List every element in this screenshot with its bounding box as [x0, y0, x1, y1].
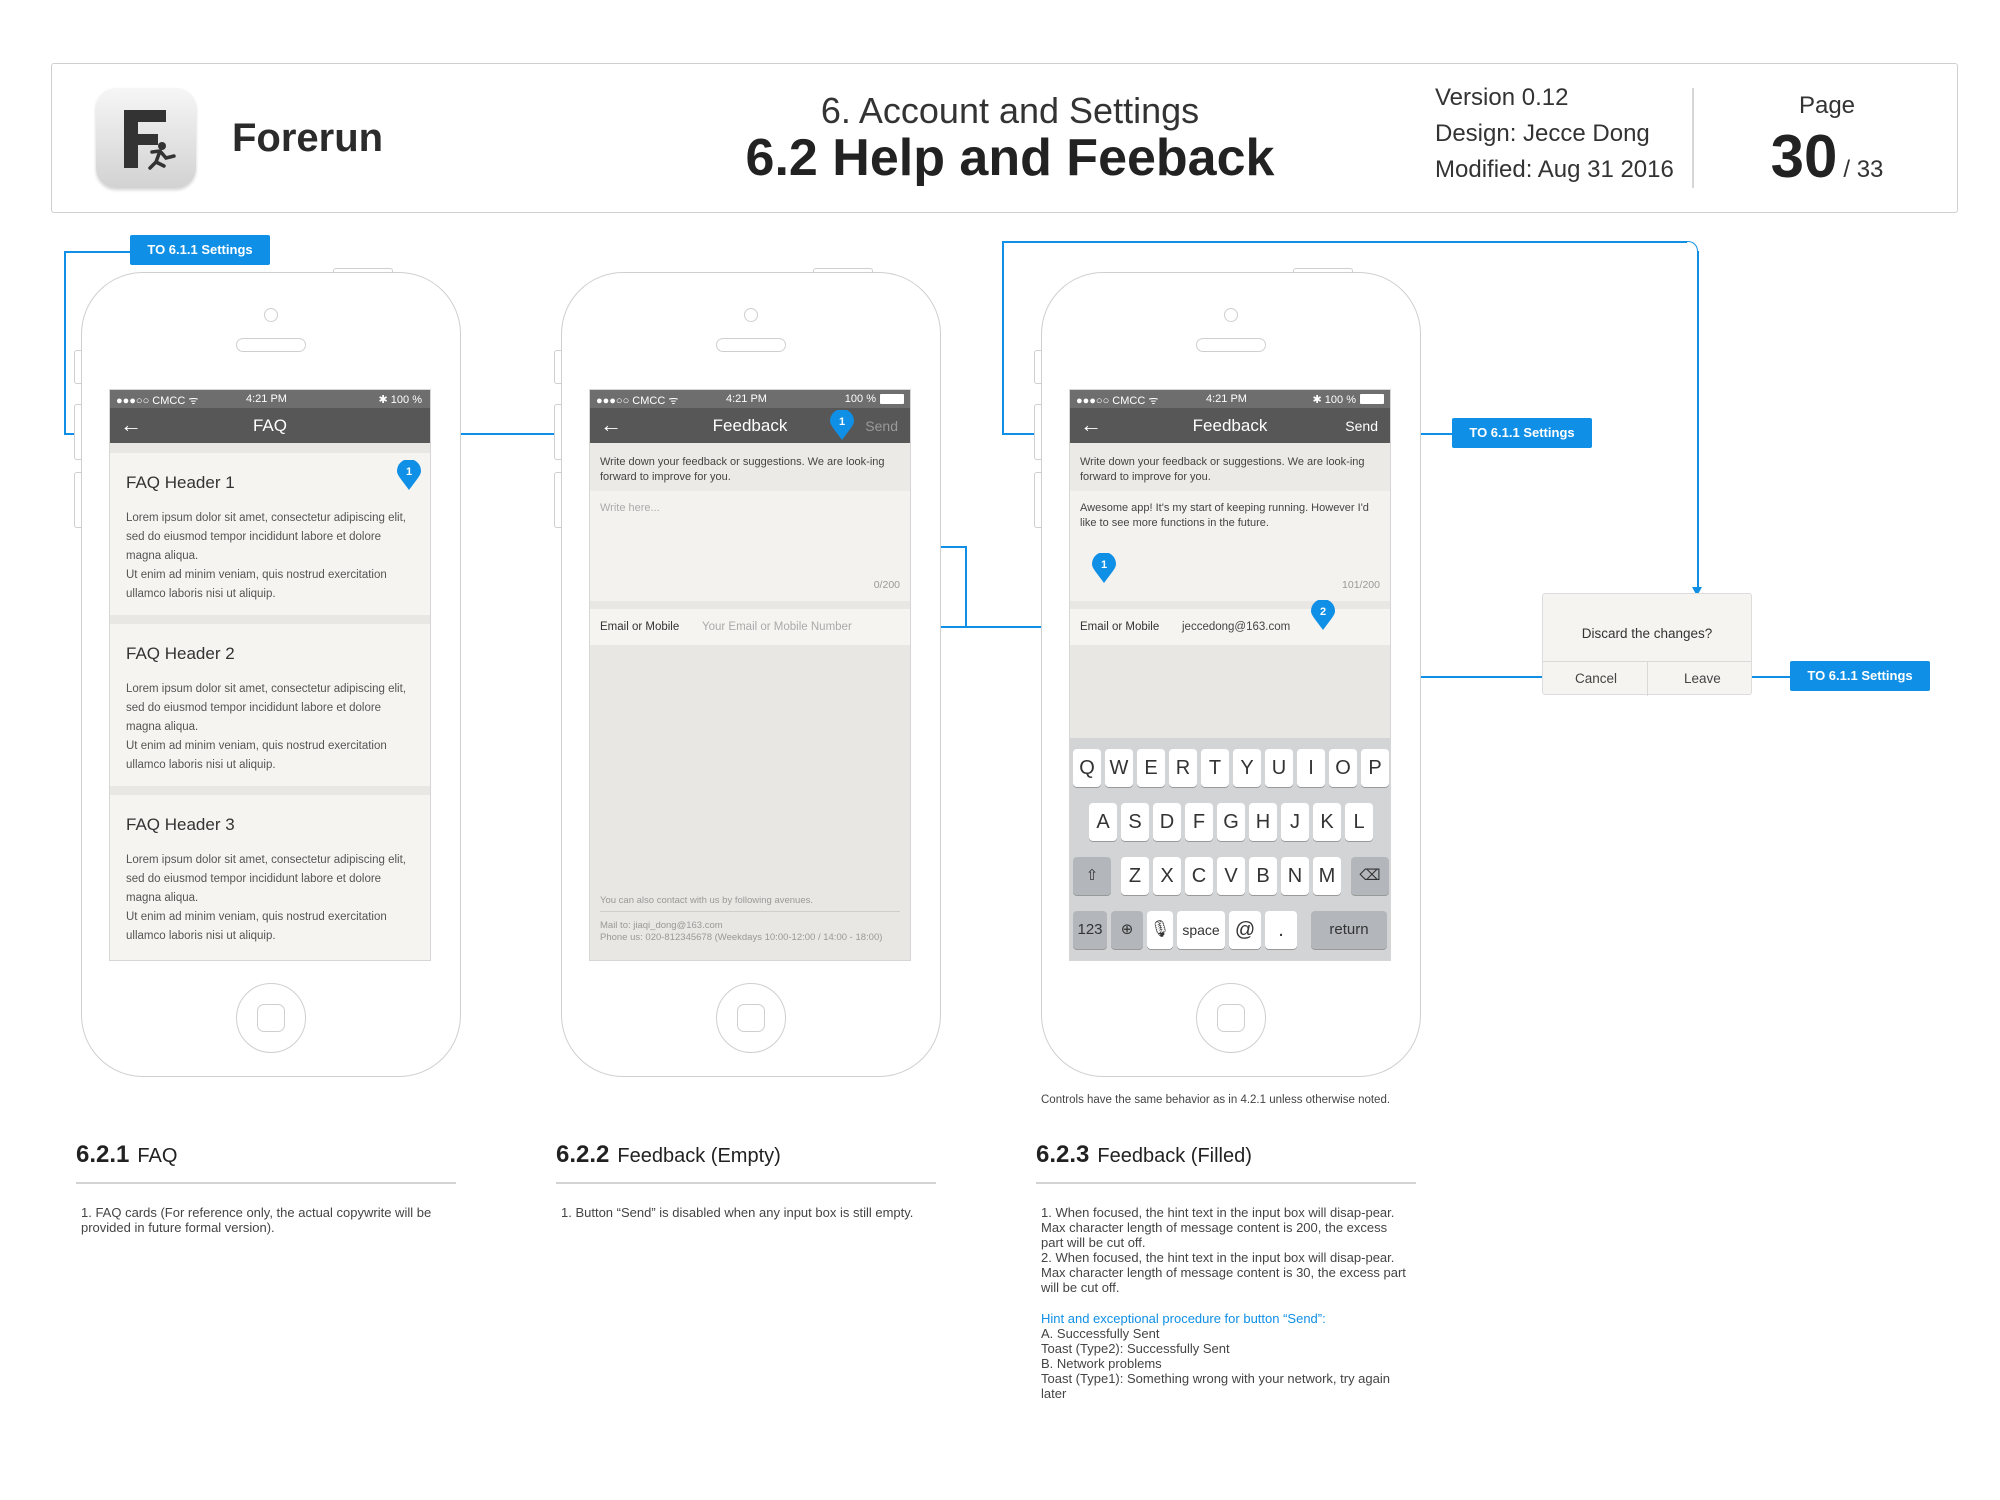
home-button-icon: [737, 1004, 765, 1032]
section-heading-feedback-filled: [1036, 1141, 1252, 1169]
back-arrow-icon[interactable]: ←: [600, 412, 622, 437]
key-g[interactable]: G: [1217, 803, 1245, 841]
email-placeholder: Your Email or Mobile Number: [702, 621, 852, 633]
battery-icon: [880, 394, 904, 404]
phone-home-button[interactable]: [1196, 983, 1266, 1053]
message-input[interactable]: [1070, 491, 1390, 601]
feedback-hint: Write down your feedback or suggestions. We are look-ing forward to improve for you.: [1070, 443, 1390, 491]
phone-home-button[interactable]: [716, 983, 786, 1053]
at-key[interactable]: @: [1229, 911, 1261, 949]
home-button-icon: [1217, 1004, 1245, 1032]
faq-card[interactable]: [110, 624, 430, 786]
section-divider: [556, 1182, 936, 1184]
link-tag-settings[interactable]: TO 6.1.1 Settings: [130, 235, 270, 265]
pin-number: 2: [1319, 606, 1327, 618]
signal-indicator: ●●●○○ CMCC ᯤ: [116, 395, 199, 407]
feedback-hint: Write down your feedback or suggestions. We are look-ing forward to improve for you.: [590, 443, 910, 491]
message-input[interactable]: [590, 491, 910, 601]
send-button[interactable]: Send: [1345, 418, 1378, 434]
key-s[interactable]: S: [1121, 803, 1149, 841]
annotation-pin: [1092, 553, 1116, 583]
phone-speaker: [1196, 338, 1266, 352]
status-bar: [590, 390, 910, 408]
key-b[interactable]: B: [1249, 857, 1277, 895]
back-arrow-icon[interactable]: ←: [120, 412, 142, 437]
key-i[interactable]: I: [1297, 749, 1325, 787]
faq-card-title: FAQ Header 1: [126, 473, 235, 492]
signal-indicator: ●●●○○ CMCC ᯤ: [1076, 395, 1159, 407]
nav-bar: [110, 408, 430, 443]
key-p[interactable]: P: [1361, 749, 1389, 787]
battery-indicator: 100 %: [844, 393, 876, 405]
pin-number: 1: [405, 466, 413, 478]
page-total: / 33: [1843, 156, 1884, 183]
key-z[interactable]: Z: [1121, 857, 1149, 895]
faq-card-title: FAQ Header 2: [126, 644, 235, 663]
link-tag-settings[interactable]: TO 6.1.1 Settings: [1452, 418, 1592, 448]
nav-bar: [1070, 408, 1390, 443]
key-a[interactable]: A: [1089, 803, 1117, 841]
email-field[interactable]: [1070, 609, 1390, 645]
return-key[interactable]: return: [1311, 911, 1387, 949]
page-label: Page: [1798, 92, 1856, 119]
nav-title: Feedback: [1192, 416, 1268, 435]
contact-note: You can also contact with us by following avenues.: [600, 895, 814, 906]
annotation-pin: [397, 460, 421, 490]
section-number: 6.2.1: [76, 1141, 130, 1168]
key-t[interactable]: T: [1201, 749, 1229, 787]
key-h[interactable]: H: [1249, 803, 1277, 841]
phone-camera: [264, 308, 278, 322]
key-o[interactable]: O: [1329, 749, 1357, 787]
key-k[interactable]: K: [1313, 803, 1341, 841]
numbers-key[interactable]: 123: [1073, 911, 1107, 949]
status-bar: [110, 390, 430, 408]
signal-indicator: ●●●○○ CMCC ᯤ: [596, 395, 679, 407]
section-description: 1. When focused, the hint text in the input box will disap-pear. Max character length of message content is 200, the excess part will be cut off. 2. When focused, the hint text in the input box will disap-pear. Max character length of message content is 30, the excess part will be cut off.: [1041, 1205, 1406, 1295]
battery-icon: [1360, 394, 1384, 404]
faq-card[interactable]: [110, 453, 430, 615]
send-button[interactable]: Send: [865, 418, 898, 434]
page-title: 6.2 Help and Feeback: [745, 129, 1275, 187]
annotation-pin: [830, 410, 854, 440]
section-description: 1. Button “Send” is disabled when any input box is still empty.: [561, 1205, 914, 1220]
back-arrow-icon[interactable]: ←: [1080, 412, 1102, 437]
link-tag-settings[interactable]: TO 6.1.1 Settings: [1790, 661, 1930, 691]
screen-feedback-empty: [589, 389, 911, 961]
modified-date: Modified: Aug 31 2016: [1435, 156, 1674, 183]
status-time: 4:21 PM: [1206, 393, 1247, 405]
send-hint-lines: A. Successfully Sent Toast (Type2): Successfully Sent B. Network problems Toast (Type1): Something wrong with your network, try again later: [1041, 1326, 1390, 1401]
email-value: jeccedong@163.com: [1182, 621, 1291, 633]
message-placeholder: Write here...: [600, 502, 660, 514]
section-name: Feedback (Empty): [617, 1145, 781, 1167]
microphone-icon[interactable]: 🎙: [1147, 911, 1173, 949]
contact-mail: Mail to: jiaqi_dong@163.com: [600, 920, 723, 931]
section-heading-feedback-empty: [556, 1141, 781, 1169]
key-n[interactable]: N: [1281, 857, 1309, 895]
faq-card-body: Lorem ipsum dolor sit amet, consectetur adipiscing elit, sed do eiusmod tempor incididunt labore et dolore magna aliqua. Ut enim ad minim veniam, quis nostrud exercitation ullamco laboris nisi ut aliquip.: [126, 512, 406, 600]
key-v[interactable]: V: [1217, 857, 1245, 895]
key-q[interactable]: Q: [1073, 749, 1101, 787]
section-title: 6. Account and Settings: [820, 90, 1200, 131]
section-number: 6.2.2: [556, 1141, 610, 1168]
key-w[interactable]: W: [1105, 749, 1133, 787]
key-u[interactable]: U: [1265, 749, 1293, 787]
section-name: FAQ: [137, 1145, 178, 1167]
pin-number: 1: [838, 416, 846, 428]
phone-speaker: [716, 338, 786, 352]
phone-speaker: [236, 338, 306, 352]
shift-key[interactable]: ⇧: [1073, 857, 1111, 895]
key-m[interactable]: M: [1313, 857, 1341, 895]
nav-title: Feedback: [712, 416, 788, 435]
nav-title: FAQ: [252, 416, 287, 435]
contact-phone: Phone us: 020-812345678 (Weekdays 10:00-12:00 / 14:00 - 18:00): [600, 932, 883, 943]
status-time: 4:21 PM: [246, 393, 287, 405]
key-x[interactable]: X: [1153, 857, 1181, 895]
home-button-icon: [257, 1004, 285, 1032]
section-heading-faq: [76, 1141, 177, 1169]
screen-feedback-filled: [1069, 389, 1391, 961]
dot-key[interactable]: .: [1265, 911, 1297, 949]
email-label: Email or Mobile: [600, 621, 680, 633]
cancel-button[interactable]: Cancel: [1575, 671, 1618, 686]
globe-icon[interactable]: ⊕: [1111, 911, 1143, 949]
email-label: Email or Mobile: [1080, 621, 1160, 633]
faq-card-body: Lorem ipsum dolor sit amet, consectetur adipiscing elit, sed do eiusmod tempor incididunt labore et dolore magna aliqua. Ut enim ad minim veniam, quis nostrud exercitation ullamco laboris nisi ut aliquip.: [126, 683, 406, 771]
section-description: 1. FAQ cards (For reference only, the actual copywrite will be provided in future formal version).: [81, 1205, 432, 1235]
section-number: 6.2.3: [1036, 1141, 1090, 1168]
phone-home-button[interactable]: [236, 983, 306, 1053]
section-divider: [1036, 1182, 1416, 1184]
key-d[interactable]: D: [1153, 803, 1181, 841]
char-counter: 0/200: [873, 579, 900, 591]
faq-card-body: Lorem ipsum dolor sit amet, consectetur adipiscing elit, sed do eiusmod tempor incididunt labore et dolore magna aliqua. Ut enim ad minim veniam, quis nostrud exercitation ullamco laboris nisi ut aliquip.: [126, 854, 406, 942]
annotation-pin: [1311, 600, 1335, 630]
section-name: Feedback (Filled): [1097, 1145, 1252, 1167]
version: Version 0.12: [1435, 84, 1569, 111]
key-f[interactable]: F: [1185, 803, 1213, 841]
status-bar: [1070, 390, 1390, 408]
key-j[interactable]: J: [1281, 803, 1309, 841]
keyboard: [1070, 738, 1390, 961]
battery-indicator: ✱ 100 %: [378, 394, 422, 406]
phone-camera: [744, 308, 758, 322]
page-number: 30: [1770, 123, 1838, 190]
key-e[interactable]: E: [1137, 749, 1165, 787]
status-time: 4:21 PM: [726, 393, 767, 405]
key-y[interactable]: Y: [1233, 749, 1261, 787]
faq-card-title: FAQ Header 3: [126, 815, 235, 834]
backspace-key[interactable]: ⌫: [1351, 857, 1389, 895]
phone-camera: [1224, 308, 1238, 322]
space-key[interactable]: space: [1177, 911, 1225, 949]
footer-divider: [600, 911, 900, 912]
battery-indicator: ✱ 100 %: [1312, 394, 1356, 406]
send-hint-title: Hint and exceptional procedure for button “Send”:: [1041, 1311, 1326, 1326]
behavior-note: Controls have the same behavior as in 4.2.1 unless otherwise noted.: [1041, 1094, 1391, 1106]
key-r[interactable]: R: [1169, 749, 1197, 787]
nav-bar: [590, 408, 910, 443]
discard-dialog: [1542, 593, 1752, 695]
app-name: Forerun: [232, 116, 384, 160]
section-divider: [76, 1182, 456, 1184]
message-text: Awesome app! It's my start of keeping running. However I'd like to see more functions in the future.: [1080, 502, 1369, 529]
faq-card[interactable]: [110, 795, 430, 961]
screen-faq: [109, 389, 431, 961]
key-l[interactable]: L: [1345, 803, 1373, 841]
pin-number: 1: [1100, 559, 1108, 571]
dialog-title: Discard the changes?: [1581, 626, 1713, 641]
key-c[interactable]: C: [1185, 857, 1213, 895]
email-field[interactable]: [590, 609, 910, 645]
designer: Design: Jecce Dong: [1435, 120, 1650, 147]
char-counter: 101/200: [1342, 579, 1380, 591]
dialog-divider: [1647, 661, 1648, 696]
leave-button[interactable]: Leave: [1684, 671, 1721, 686]
